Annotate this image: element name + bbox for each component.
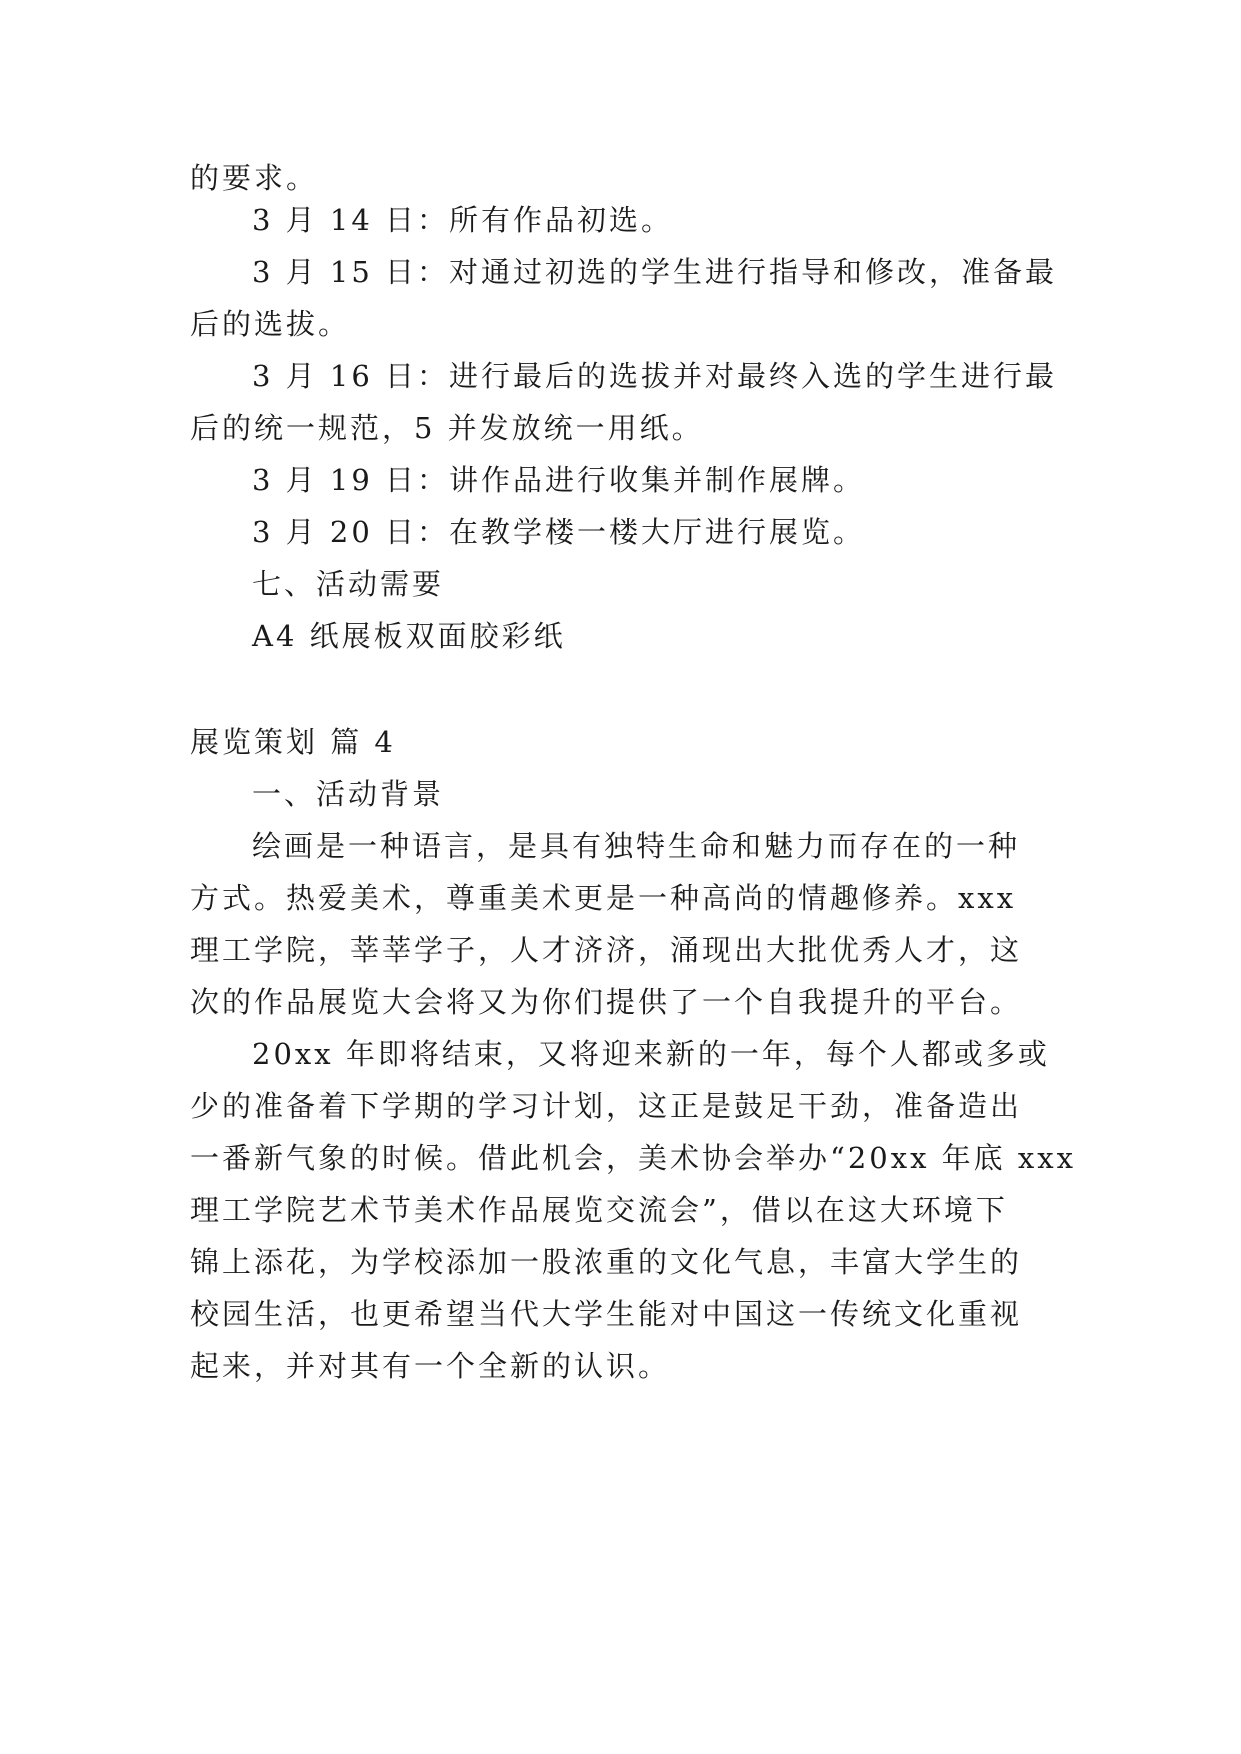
schedule-item-mar16-cont: 后的统一规范，5 并发放统一用纸。 (190, 411, 704, 445)
paragraph2-line: 理工学院艺术节美术作品展览交流会”，借以在这大环境下 (190, 1193, 1008, 1227)
paragraph2-line: 20xx 年即将结束，又将迎来新的一年，每个人都或多或 (252, 1037, 1050, 1071)
schedule-item-mar15-cont: 后的选拔。 (190, 307, 351, 341)
continuation-text: 的要求。 (190, 161, 319, 195)
schedule-item-mar19: 3 月 19 日：讲作品进行收集并制作展牌。 (252, 463, 866, 497)
schedule-item-mar20: 3 月 20 日：在教学楼一楼大厅进行展览。 (252, 515, 866, 549)
paragraph1-line: 方式。热爱美术，尊重美术更是一种高尚的情趣修养。xxx (190, 881, 1017, 915)
paragraph2-line: 一番新气象的时候。借此机会，美术协会举办“20xx 年底 xxx (190, 1141, 1076, 1175)
paragraph2-line: 少的准备着下学期的学习计划，这正是鼓足干劲，准备造出 (190, 1089, 1023, 1123)
paragraph2-line: 校园生活，也更希望当代大学生能对中国这一传统文化重视 (190, 1297, 1023, 1331)
background-heading: 一、活动背景 (252, 777, 445, 811)
schedule-item-mar14: 3 月 14 日：所有作品初选。 (252, 203, 674, 237)
paragraph1-line: 次的作品展览大会将又为你们提供了一个自我提升的平台。 (190, 985, 1023, 1019)
needs-heading: 七、活动需要 (252, 567, 445, 601)
schedule-item-mar16: 3 月 16 日：进行最后的选拔并对最终入选的学生进行最 (252, 359, 1058, 393)
paragraph1-line: 绘画是一种语言，是具有独特生命和魅力而存在的一种 (252, 829, 1021, 863)
paragraph1-line: 理工学院，莘莘学子，人才济济，涌现出大批优秀人才，这 (190, 933, 1023, 967)
schedule-item-mar15: 3 月 15 日：对通过初选的学生进行指导和修改，准备最 (252, 255, 1058, 289)
section-title: 展览策划 篇 4 (190, 725, 396, 759)
paragraph2-line: 起来，并对其有一个全新的认识。 (190, 1349, 671, 1383)
needs-text: A4 纸展板双面胶彩纸 (252, 619, 566, 653)
paragraph2-line: 锦上添花，为学校添加一股浓重的文化气息，丰富大学生的 (190, 1245, 1023, 1279)
